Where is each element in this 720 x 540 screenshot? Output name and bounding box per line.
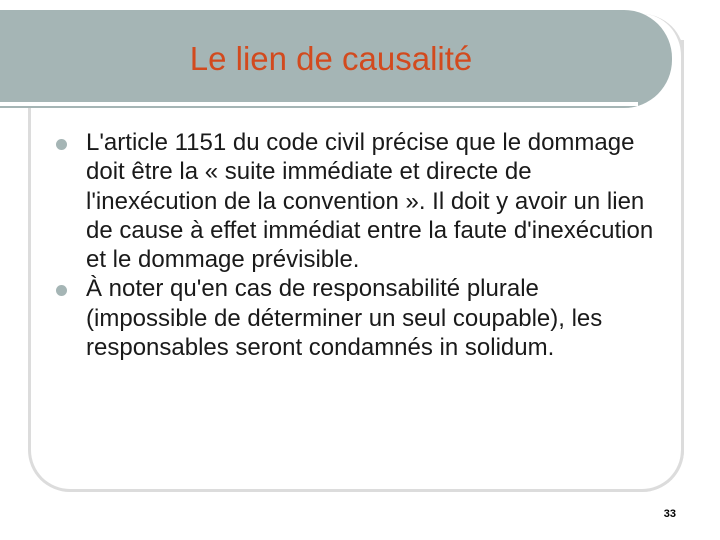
title-bar (0, 10, 672, 108)
title-underline (0, 102, 638, 106)
bullet-item-plural-liability (56, 274, 656, 362)
bullet-item-causal-link (56, 128, 656, 274)
bullet-text: L'article 1151 du code civil précise que le dommage doit être la « suite immédiate et directe de l'inexécution de la convention ». Il doit y avoir un lien de cause à effet immédiat entre la faute d'inexécution et le dommage prévisible. (86, 129, 654, 274)
bullet-list (56, 128, 656, 362)
slide-title: Le lien de causalité (189, 40, 473, 77)
page-number: 33 (663, 508, 676, 520)
bullet-text: À noter qu'en cas de responsabilité plurale (impossible de déterminer un seul coupable), les responsables seront condamnés in solidum. (86, 275, 603, 362)
bullet-dot-icon (56, 139, 67, 150)
bullet-dot-icon (56, 285, 67, 296)
